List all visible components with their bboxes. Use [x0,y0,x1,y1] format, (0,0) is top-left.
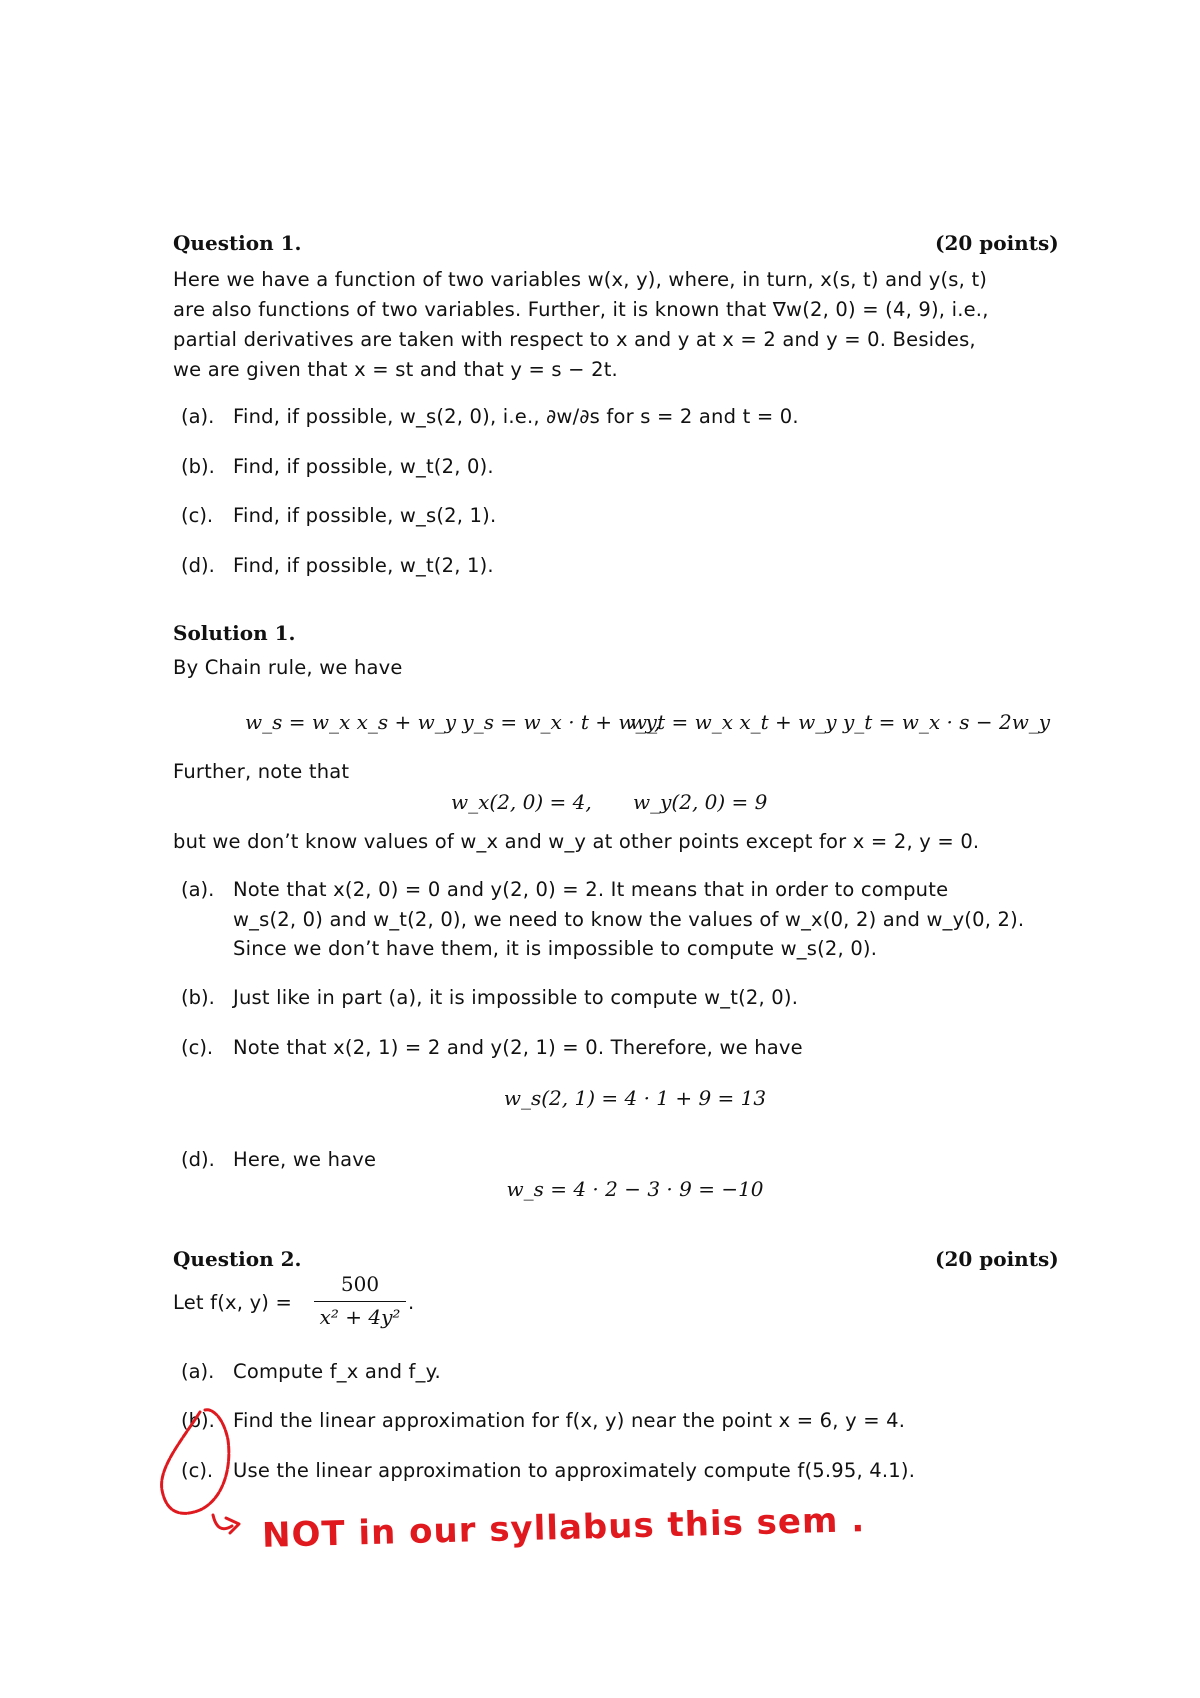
s1-part-c-label: (c). [181,1036,214,1059]
solution-1-equation-wx: w_x(2, 0) = 4, [451,790,592,814]
s1-part-b-line-1: Just like in part (a), it is impossible to compute w_t(2, 0). [233,986,799,1009]
s1-part-d-line-1: Here, we have [233,1148,377,1171]
s1-part-b-label: (b). [181,986,215,1009]
question-2-numerator: 500 [340,1272,380,1296]
question-2-period: . [408,1291,415,1314]
s1-part-d-label: (d). [181,1148,215,1171]
question-1-intro-line-4: we are given that x = st and that y = s − 2t. [173,358,618,381]
solution-1-equation-wt: w_t = w_x x_t + w_y y_t = w_x · s − 2w_y [630,710,1051,734]
s1-part-a-line-2: w_s(2, 0) and w_t(2, 0), we need to know the values of w_x(0, 2) and w_y(0, 2). [233,908,1025,931]
solution-1-line-2: Further, note that [173,760,350,783]
solution-1-line-3: but we don’t know values of w_x and w_y at other points except for x = 2, y = 0. [173,830,980,853]
q2-part-c-label: (c). [181,1459,214,1482]
solution-1-equation-wy: w_y(2, 0) = 9 [633,790,768,814]
annotation-arrow [213,1515,239,1533]
solution-1-heading: Solution 1. [173,621,296,645]
q1-part-b-label: (b). [181,455,215,478]
q1-part-d-text: Find, if possible, w_t(2, 1). [233,554,494,577]
s1-part-c-line-1: Note that x(2, 1) = 2 and y(2, 1) = 0. Therefore, we have [233,1036,803,1059]
s1-part-a-line-1: Note that x(2, 0) = 0 and y(2, 0) = 2. It means that in order to compute [233,878,949,901]
question-2-let: Let f(x, y) = [173,1291,293,1314]
circled-parts-ellipse [162,1410,229,1514]
s1-part-d-equation: w_s = 4 · 2 − 3 · 9 = −10 [506,1177,764,1201]
question-2-heading: Question 2. [173,1247,302,1271]
q1-part-a-label: (a). [181,405,215,428]
q2-part-a-text: Compute f_x and f_y. [233,1360,441,1383]
s1-part-a-label: (a). [181,878,215,901]
q1-part-a-text: Find, if possible, w_s(2, 0), i.e., ∂w/∂s for s = 2 and t = 0. [233,405,799,428]
q2-part-c-text: Use the linear approximation to approximately compute f(5.95, 4.1). [233,1459,916,1482]
q1-part-c-text: Find, if possible, w_s(2, 1). [233,504,497,527]
q1-part-b-text: Find, if possible, w_t(2, 0). [233,455,494,478]
question-2-denominator: x² + 4y² [319,1305,401,1329]
q1-part-c-label: (c). [181,504,214,527]
question-1-heading: Question 1. [173,231,302,255]
q2-part-b-text: Find the linear approximation for f(x, y) near the point x = 6, y = 4. [233,1409,906,1432]
q1-part-d-label: (d). [181,554,215,577]
solution-1-equation-ws: w_s = w_x x_s + w_y y_s = w_x · t + w_y, [245,710,661,734]
question-1-intro-line-1: Here we have a function of two variables w(x, y), where, in turn, x(s, t) and y(s, t) [173,268,988,291]
q2-part-b-label: (b). [181,1409,215,1432]
handwritten-annotation-text: NOT in our syllabus this sem . [261,1500,866,1556]
question-2-points: (20 points) [935,1247,1059,1271]
question-1-intro-line-2: are also functions of two variables. Further, it is known that ∇w(2, 0) = (4, 9), i.e., [173,298,989,321]
s1-part-c-equation: w_s(2, 1) = 4 · 1 + 9 = 13 [503,1086,767,1110]
question-1-intro-line-3: partial derivatives are taken with respect to x and y at x = 2 and y = 0. Besides, [173,328,976,351]
s1-part-a-line-3: Since we don’t have them, it is impossible to compute w_s(2, 0). [233,937,878,960]
solution-1-line-1: By Chain rule, we have [173,656,403,679]
q2-part-a-label: (a). [181,1360,215,1383]
question-1-points: (20 points) [935,231,1059,255]
